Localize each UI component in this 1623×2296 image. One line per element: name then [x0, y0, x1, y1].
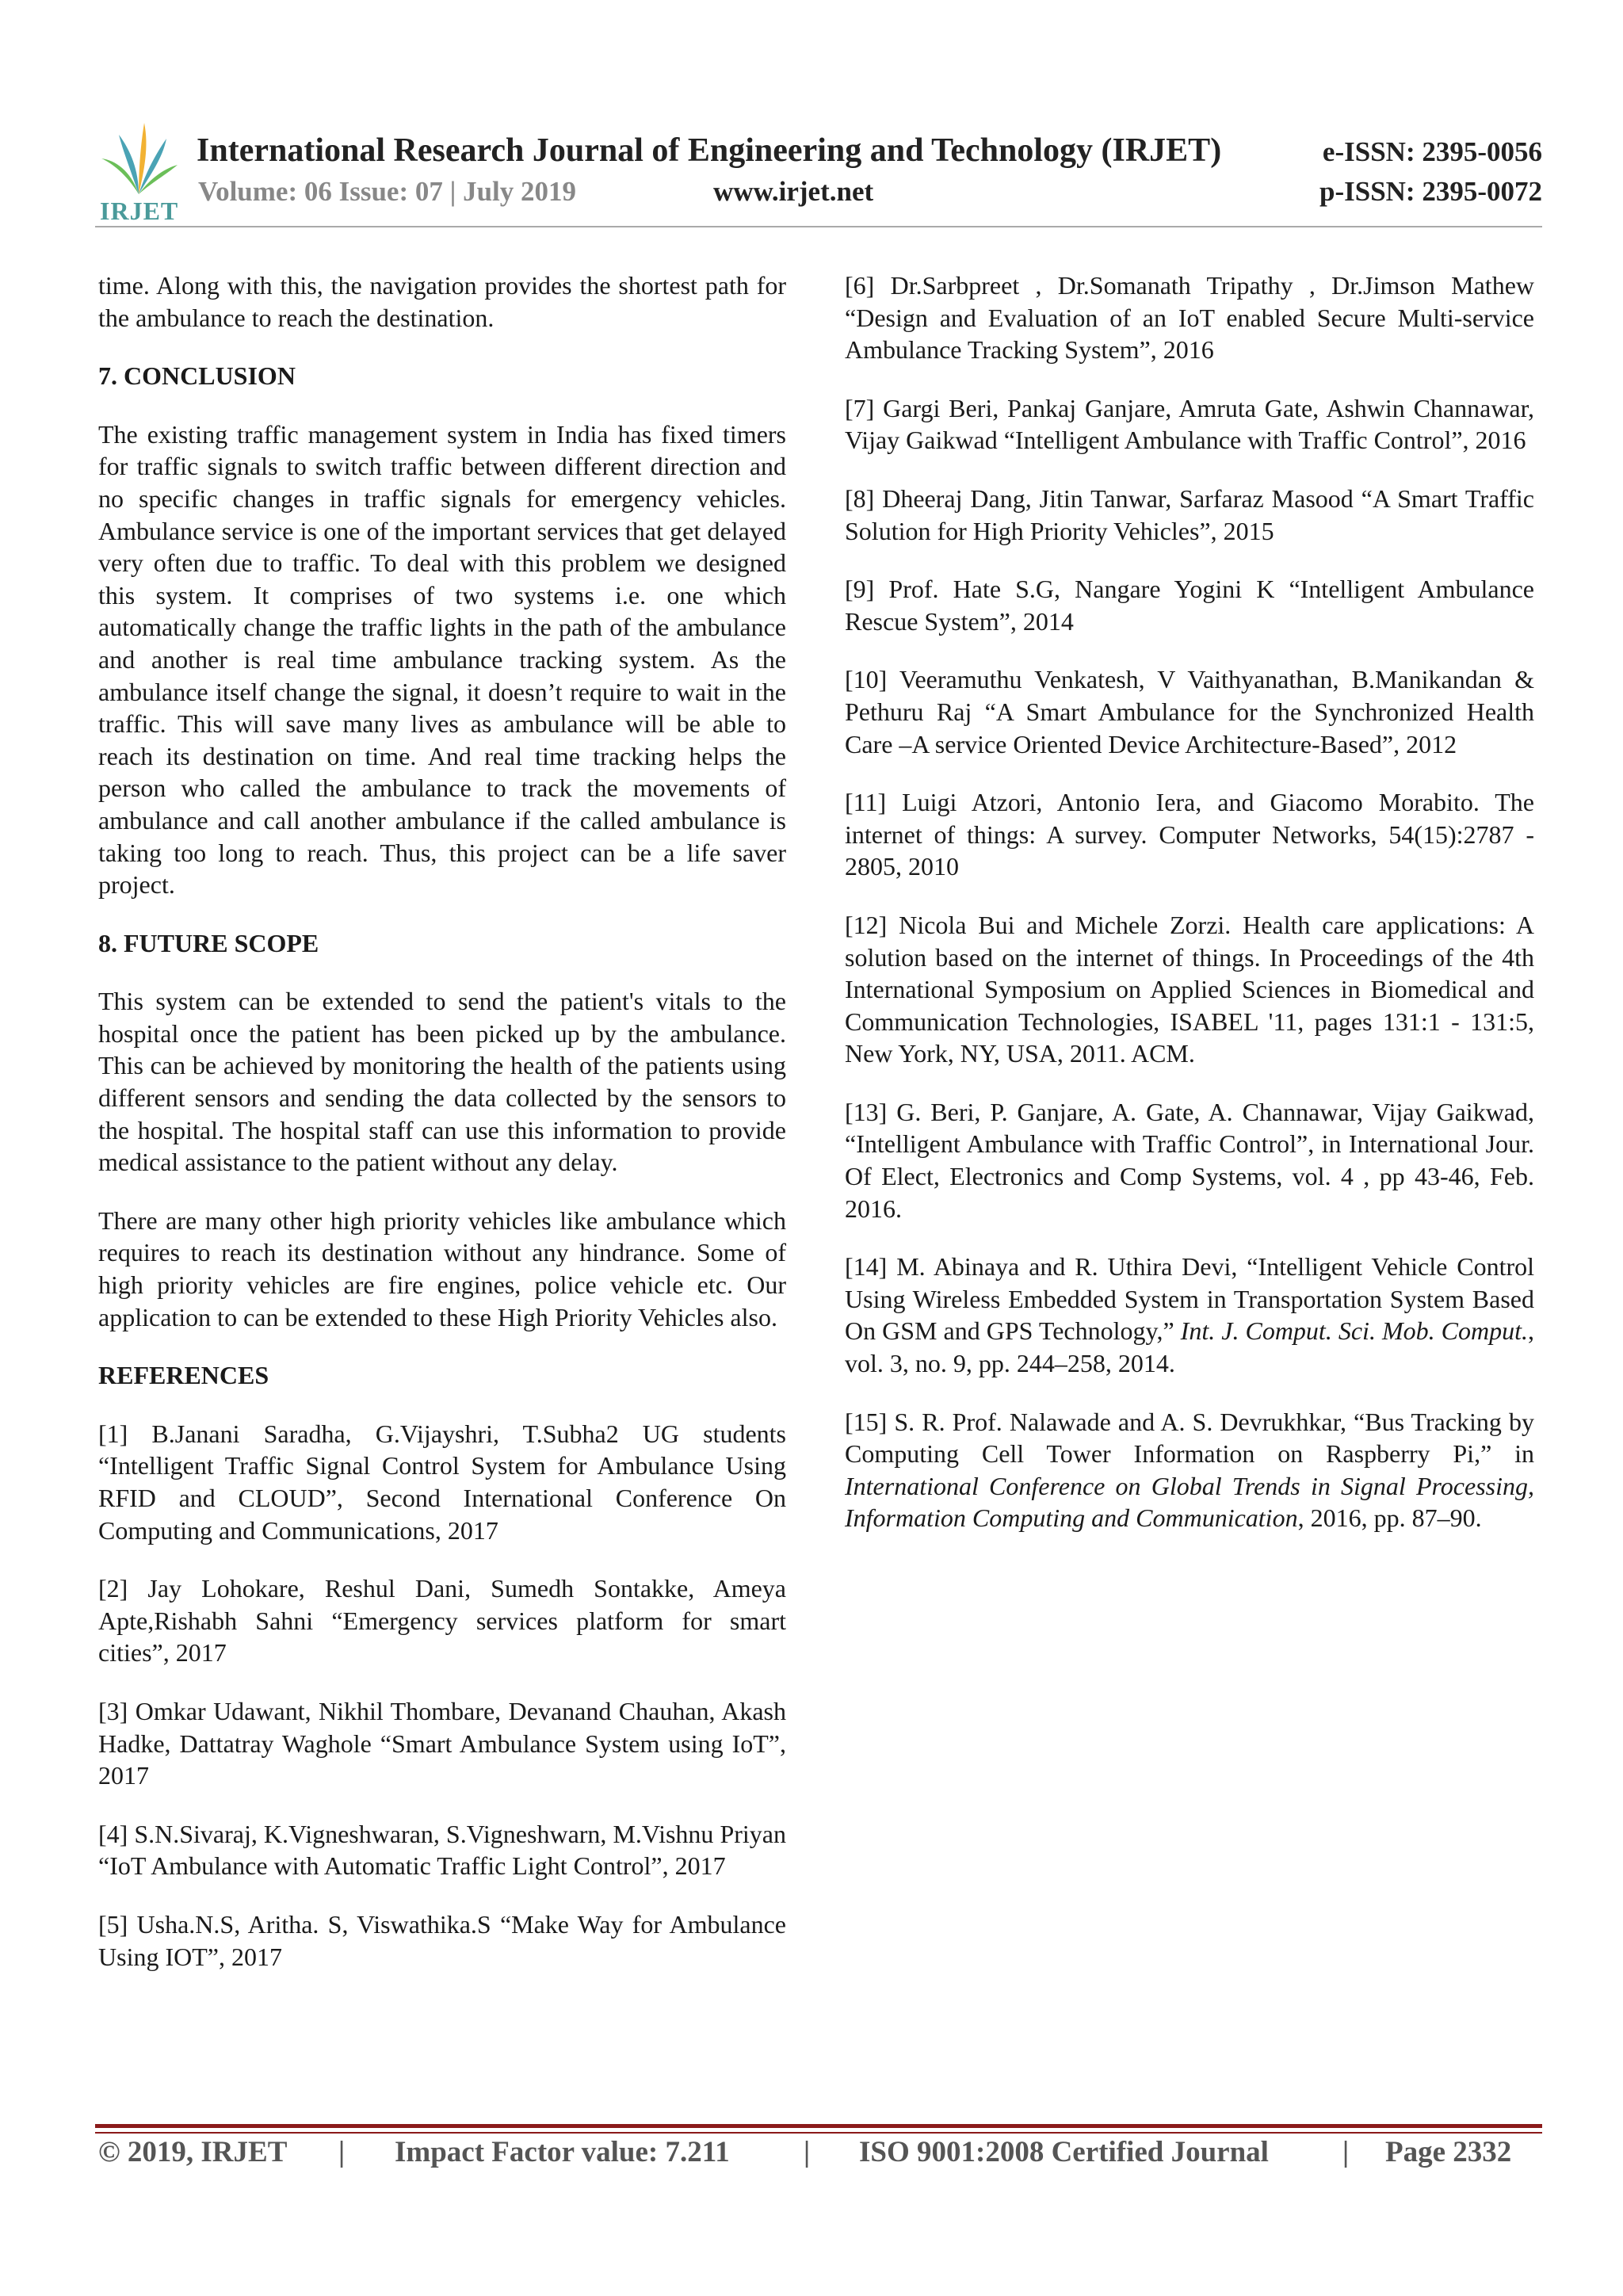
references-heading: REFERENCES: [98, 1361, 269, 1390]
journal-title: International Research Journal of Engineering and Technology (IRJET): [197, 132, 1222, 169]
reference-14: [845, 1251, 1534, 1379]
reference-5: [5] Usha.N.S, Aritha. S, Viswathika.S “Make Way for Ambulance Using IOT”, 2017: [98, 1909, 786, 1971]
footer-iso-certification: ISO 9001:2008 Certified Journal: [859, 2136, 1269, 2168]
right-column: [845, 269, 1534, 1561]
leaf-logo-icon: [95, 119, 182, 198]
future-scope-paragraph-1: This system can be extended to send the patient's vitals to the hospital once the patient has been picked up by the ambulance. This can be achieved by monitoring the health of the patients using different sensors and sending the data collected by the sensors to the hospital. The hospital staff can use this information to provide medical assistance to the patient without any delay.: [98, 987, 786, 1177]
p-issn: p-ISSN: 2395-0072: [1319, 176, 1542, 207]
footer-separator: |: [338, 2136, 346, 2168]
reference-6: [6] Dr.Sarbpreet , Dr.Somanath Tripathy , Dr.Jimson Mathew “Design and Evaluation of an IoT enabled Secure Multi-service Ambulance Tracking System”, 2016: [845, 271, 1534, 365]
reference-14-authors: [14] M. Abinaya and R. Uthira Devi, “Intelligent Vehicle Control Using Wireless Embedded System in Transportation System Based On GSM and GPS Technology,”: [845, 1252, 1534, 1346]
future-scope-paragraph-2: There are many other high priority vehicles like ambulance which requires to reach its destination without any hindrance. Some of high priority vehicles are fire engines, police vehicle etc. Our application to can be extended to these High Priority Vehicles also.: [98, 1205, 786, 1331]
logo-text: IRJET: [100, 197, 179, 225]
reference-12: [12] Nicola Bui and Michele Zorzi. Health care applications: A solution based on the internet of things. In Proceedings of the 4th International Symposium on Applied Sciences in Biomedical and Communication Technologies, ISABEL '11, pages 131:1 - 131:5, New York, NY, USA, 2011. ACM.: [845, 910, 1534, 1068]
website-link[interactable]: www.irjet.net: [713, 176, 874, 207]
footer-impact-factor: Impact Factor value: 7.211: [395, 2136, 730, 2168]
reference-10: [10] Veeramuthu Venkatesh, V Vaithyanathan, B.Manikandan & Pethuru Raj “A Smart Ambulance for the Synchronized Health Care –A service Oriented Device Architecture-Based”, 2012: [845, 665, 1534, 758]
e-issn: e-ISSN: 2395-0056: [1322, 136, 1542, 167]
footer-divider-thin: [95, 2132, 1542, 2134]
reference-15-authors: [15] S. R. Prof. Nalawade and A. S. Devrukhkar, “Bus Tracking by Computing Cell Tower Information on Raspberry Pi,” in: [845, 1407, 1534, 1469]
future-scope-heading: 8. FUTURE SCOPE: [98, 928, 319, 957]
conclusion-heading: 7. CONCLUSION: [98, 361, 296, 391]
footer-separator: |: [1342, 2136, 1350, 2168]
reference-15: [845, 1406, 1534, 1534]
volume-issue: Volume: 06 Issue: 07 | July 2019: [198, 176, 577, 207]
irjet-logo: [95, 119, 182, 225]
left-column: [98, 269, 786, 1999]
reference-9: [9] Prof. Hate S.G, Nangare Yogini K “Intelligent Ambulance Rescue System”, 2014: [845, 575, 1534, 636]
reference-11: [11] Luigi Atzori, Antonio Iera, and Giacomo Morabito. The internet of things: A survey. Computer Networks, 54(15):2787 - 2805, 2010: [845, 788, 1534, 881]
reference-14-journal: Int. J. Comput. Sci. Mob. Comput.: [1180, 1316, 1528, 1346]
reference-8: [8] Dheeraj Dang, Jitin Tanwar, Sarfaraz Masood “A Smart Traffic Solution for High Priority Vehicles”, 2015: [845, 483, 1534, 545]
page-header: [95, 119, 1542, 230]
reference-15-conference: International Conference on Global Trends in Signal Processing, Information Computing and Communication: [845, 1471, 1534, 1533]
reference-13: [13] G. Beri, P. Ganjare, A. Gate, A. Channawar, Vijay Gaikwad, “Intelligent Ambulance with Traffic Control”, in International Jour. Of Elect, Electronics and Comp Systems, vol. 4 , pp 43-46, Feb. 2016.: [845, 1097, 1534, 1223]
reference-14-details: , vol. 3, no. 9, pp. 244–258, 2014.: [845, 1316, 1534, 1378]
reference-15-details: , 2016, pp. 87–90.: [1297, 1503, 1482, 1533]
page-footer: [98, 2135, 1525, 2183]
reference-7: [7] Gargi Beri, Pankaj Ganjare, Amruta Gate, Ashwin Channawar, Vijay Gaikwad “Intelligent Ambulance with Traffic Control”, 2016: [845, 393, 1534, 455]
reference-3: [3] Omkar Udawant, Nikhil Thombare, Devanand Chauhan, Akash Hadke, Dattatray Waghole “Smart Ambulance System using IoT”, 2017: [98, 1696, 786, 1790]
footer-divider-thick: [95, 2124, 1542, 2128]
reference-2: [2] Jay Lohokare, Reshul Dani, Sumedh Sontakke, Ameya Apte,Rishabh Sahni “Emergency services platform for smart cities”, 2017: [98, 1574, 786, 1668]
reference-4: [4] S.N.Sivaraj, K.Vigneshwaran, S.Vigneshwarn, M.Vishnu Priyan “IoT Ambulance with Automatic Traffic Light Control”, 2017: [98, 1819, 786, 1881]
conclusion-paragraph: The existing traffic management system in India has fixed timers for traffic signals to switch traffic between different direction and no specific changes in traffic signals for emergency vehicles. Ambulance service is one of the important services that get delayed very often due to traffic. To deal with this problem we designed this system. It comprises of two systems i.e. one which automatically change the traffic lights in the path of the ambulance and another is real time ambulance tracking system. As the ambulance itself change the signal, it doesn’t require to wait in the traffic. This will save many lives as ambulance will be able to reach its destination on time. And real time tracking helps the person who called the ambulance to track the movements of ambulance and call another ambulance if the called ambulance is taking too long to reach. Thus, this project can be a life saver project.: [98, 419, 786, 900]
header-divider: [95, 226, 1542, 227]
footer-separator: |: [804, 2136, 811, 2168]
footer-page-number: Page 2332: [1385, 2136, 1512, 2168]
reference-1: [1] B.Janani Saradha, G.Vijayshri, T.Subha2 UG students “Intelligent Traffic Signal Control System for Ambulance Using RFID and CLOUD”, Second International Conference On Computing and Communications, 2017: [98, 1419, 786, 1545]
intro-paragraph: time. Along with this, the navigation provides the shortest path for the ambulance to reach the destination.: [98, 271, 786, 332]
footer-copyright: © 2019, IRJET: [98, 2136, 288, 2168]
